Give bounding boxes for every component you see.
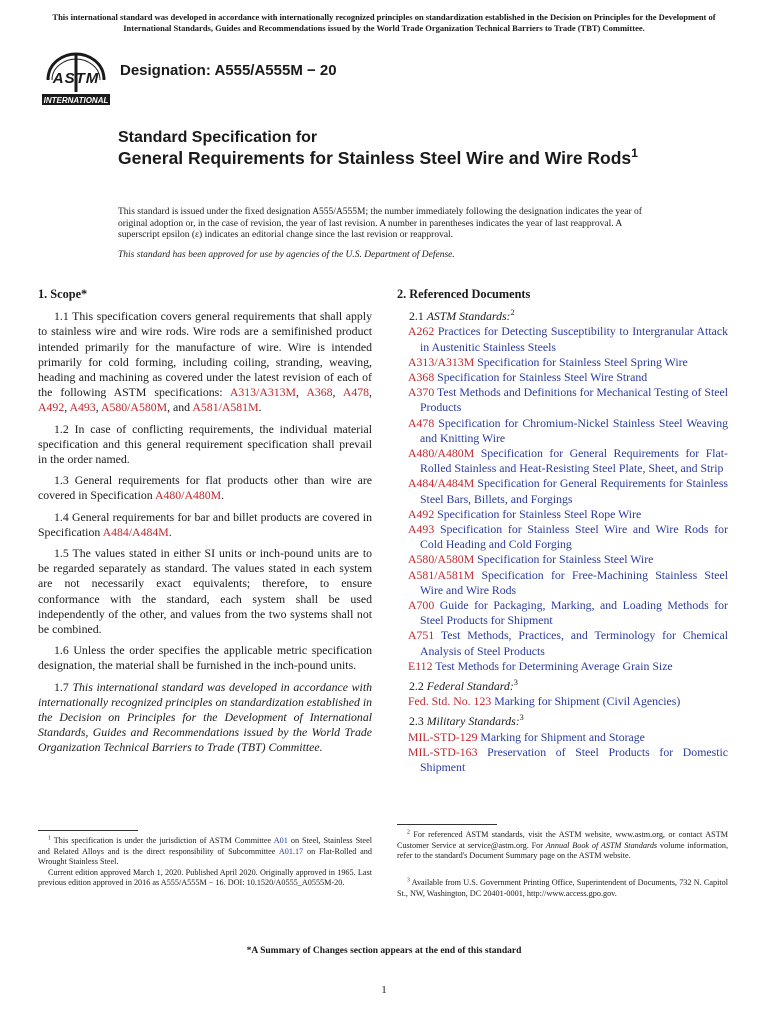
reference-item	[397, 568, 728, 598]
reference-title[interactable]: Test Methods for Determining Average Grain Size	[435, 658, 673, 673]
title-footnote-mark: 1	[631, 146, 638, 161]
reference-item	[397, 552, 728, 567]
scope-1-7-text: This international standard was developed in accordance with internationally recognized principles on standardization established in the Decision on Principles for the Development of International Standards, Guides and Recommendations issued by the World Trade Organization Technical Barriers to Trade (TBT) Committee.	[38, 679, 373, 755]
reference-item	[397, 694, 728, 709]
reference-code[interactable]: A262	[408, 324, 435, 339]
spec-link[interactable]: A493	[69, 400, 96, 415]
scope-para-1-7	[38, 680, 372, 756]
subsection-label: Military Standards:	[426, 714, 520, 729]
reference-item	[397, 659, 728, 674]
astm-logo-mark	[42, 54, 110, 105]
subcommittee-link[interactable]: A01.17	[278, 846, 304, 856]
reference-code[interactable]: A492	[408, 506, 435, 521]
subsection-number: 2.3	[409, 714, 424, 729]
title-text: General Requirements for Stainless Steel Wire and Wire Rods	[118, 148, 632, 168]
reference-title[interactable]: Test Methods, Practices, and Terminology for Chemical Analysis of Steel Products	[420, 628, 728, 658]
reference-title[interactable]: Guide for Packaging, Marking, and Loading Methods for Steel Products for Shipment	[420, 598, 728, 628]
footnote-1-edition: Current edition approved March 1, 2020. Published April 2020. Originally approved in 1965. Last previous edition approved in 2016 as A555/A555M − 16. DOI: 10.1520/A0555_A0555M-20.	[38, 867, 372, 887]
scope-1-3-text: 1.3 General requirements for flat products other than wire are covered in Specification	[38, 473, 372, 503]
reference-title[interactable]: Specification for General Requirements for Flat-Rolled Stainless and Heat-Resisting Steel Plate, Sheet, and Strip	[420, 446, 728, 476]
footnote-1-part-b: on Steel, Stainless Steel and Related Alloys and is the direct responsibility of Subcommittee	[38, 836, 372, 856]
reference-code[interactable]: MIL-STD-163	[408, 744, 478, 759]
logo-text: ASTM	[52, 70, 100, 87]
spec-link[interactable]: A313/A313M	[229, 385, 297, 400]
reference-code[interactable]: A581/A581M	[408, 567, 475, 582]
scope-1-7-number: 1.7	[54, 679, 69, 694]
scope-para-1-1: 1.1 This specification covers general requirements that shall apply to stainless wire and wire rods. Wire rods are a semifinished product intended primarily for the manufacture of wire. Wire is intended primarily for cold forming, including coiling, stranding, weaving, heading and machining as covered under the latest revision of each of the following ASTM specifications: A313/A313M, A368, A478, A492, A493, A580/A580M, and A581/A581M.	[38, 309, 372, 415]
footnote-mark: 3	[407, 877, 410, 884]
reference-code[interactable]: MIL-STD-129	[408, 729, 478, 744]
spec-link[interactable]: A581/A581M	[192, 400, 259, 415]
intro-block	[118, 207, 658, 261]
footnote-1-text	[38, 836, 372, 868]
footnote-2-part-a: For referenced ASTM standards, visit the ASTM website, www.astm.org, or contact ASTM Customer Service at service@astm.org. For	[397, 830, 729, 850]
reference-code[interactable]: A368	[408, 370, 435, 385]
reference-title[interactable]: Practices for Detecting Susceptibility to Intergranular Attack in Austenitic Stainless Steels	[420, 324, 728, 354]
reference-code[interactable]: A370	[408, 385, 435, 400]
scope-1-1-text: 1.1 This specification covers general requirements that shall apply to stainless wire and wire rods. Wire rods are a semifinished product intended primarily for the manufacture of wire. Wire is intended primarily for cold forming, including coiling, stranding, weaving, heading and machining as covered under the latest revision of each of the following ASTM specifications:	[38, 309, 372, 400]
reference-code[interactable]: A478	[408, 415, 435, 430]
reference-item	[397, 416, 728, 446]
reference-item	[397, 507, 728, 522]
right-column	[397, 287, 728, 775]
reference-code[interactable]: A493	[408, 522, 435, 537]
document-title	[118, 148, 638, 169]
military-standards-subheading	[397, 714, 728, 729]
spec-link[interactable]: A478	[342, 385, 370, 400]
spec-link[interactable]: A480/A480M	[154, 488, 222, 503]
reference-code[interactable]: A580/A580M	[408, 552, 475, 567]
reference-item	[397, 628, 728, 658]
reference-code[interactable]: A751	[408, 628, 435, 643]
reference-title[interactable]: Specification for Stainless Steel Wire and Wire Rods for Cold Heading and Cold Forging	[420, 522, 728, 552]
reference-title[interactable]: Specification for Stainless Steel Spring Wire	[477, 354, 688, 369]
reference-title[interactable]: Specification for Stainless Steel Rope Wire	[437, 506, 642, 521]
footnote-separator-right	[397, 824, 497, 825]
committee-link[interactable]: A01	[273, 836, 288, 845]
footnote-mark: 1	[48, 835, 51, 842]
subsection-number: 2.1	[409, 309, 424, 324]
footnote-2-book-title: Annual Book of ASTM Standards	[545, 840, 658, 850]
footnote-3-text	[397, 878, 728, 899]
subsection-number: 2.2	[409, 679, 424, 694]
reference-item	[397, 370, 728, 385]
reference-item	[397, 476, 728, 506]
scope-para-1-3: 1.3 General requirements for flat products other than wire are covered in Specification A480/A480M.	[38, 473, 372, 503]
reference-title[interactable]: Marking for Shipment and Storage	[480, 729, 645, 744]
reference-code[interactable]: Fed. Std. No. 123	[408, 694, 492, 709]
section-heading-scope: 1. Scope*	[38, 287, 88, 301]
footnote-mark: 3	[513, 678, 518, 688]
spec-link[interactable]: A368	[306, 385, 333, 400]
footnote-mark: 2	[407, 829, 410, 836]
reference-title[interactable]: Specification for General Requirements for Stainless Steel Bars, Billets, and Forgings	[420, 476, 729, 506]
reference-title[interactable]: Marking for Shipment (Civil Agencies)	[494, 694, 681, 709]
footnote-1-part-c: on Flat-Rolled and Wrought Stainless Steel.	[38, 846, 372, 866]
footnote-mark: 2	[510, 308, 515, 318]
reference-code[interactable]: E112	[408, 658, 433, 673]
reference-item	[397, 446, 728, 476]
footnote-2-part-b: volume information, refer to the standard's Document Summary page on the ASTM website.	[397, 840, 728, 860]
scope-para-1-4: 1.4 General requirements for bar and billet products are covered in Specification A484/A484M.	[38, 509, 372, 539]
footnote-1	[38, 836, 372, 889]
reference-item	[397, 745, 728, 775]
dod-approval-note: This standard has been approved for use by agencies of the U.S. Department of Defense.	[118, 249, 455, 260]
title-block	[118, 128, 638, 169]
top-notice: This international standard was developed in accordance with internationally recognized principles on standardization established in the Decision on Principles for the Development of International Standards, Guides and Recommendations issued by the World Trade Organization Technical Barriers to Trade (TBT) Committee.	[52, 12, 716, 33]
reference-title[interactable]: Specification for Chromium-Nickel Stainless Steel Weaving and Knitting Wire	[420, 415, 728, 445]
summary-of-changes-note: *A Summary of Changes section appears at the end of this standard	[246, 946, 522, 956]
reference-item	[397, 324, 728, 354]
scope-para-1-6: 1.6 Unless the order specifies the applicable metric specification designation, the material shall be furnished in the inch-pound units.	[38, 643, 372, 673]
logo-subtext: INTERNATIONAL	[43, 96, 109, 105]
reference-code[interactable]: A313/A313M	[408, 354, 475, 369]
reference-title[interactable]: Preservation of Steel Products for Domestic Shipment	[420, 744, 728, 775]
scope-para-1-5: 1.5 The values stated in either SI units or inch-pound units are to be regarded separately as standard. The values stated in each system are not necessarily exact equivalents; therefore, to ensure conformance with the standard, each system shall be used independently of the other, and values from the two systems shall not be combined.	[38, 546, 372, 637]
subsection-label: Federal Standard:	[426, 679, 514, 694]
spec-link[interactable]: A484/A484M	[102, 524, 169, 539]
scope-para-1-2: 1.2 In case of conflicting requirements, the individual material specification and this general requirement specification shall prevail in the order named.	[38, 421, 372, 467]
left-column	[38, 287, 372, 762]
reference-title[interactable]: Test Methods and Definitions for Mechanical Testing of Steel Products	[420, 385, 728, 415]
astm-logo	[40, 50, 112, 108]
spec-link[interactable]: A492	[38, 400, 65, 415]
reference-item	[397, 385, 728, 415]
footnote-2-text	[397, 830, 728, 862]
footnote-1-part-a: This specification is under the jurisdiction of ASTM Committee	[53, 836, 272, 845]
subsection-label: ASTM Standards:	[426, 309, 511, 324]
scope-1-4-text: 1.4 General requirements for bar and billet products are covered in Specification	[38, 509, 372, 539]
federal-standard-subheading	[397, 679, 728, 694]
reference-code[interactable]: A700	[408, 598, 435, 613]
spec-link[interactable]: A580/A580M	[100, 400, 168, 415]
page-number: 1	[381, 984, 387, 996]
reference-title[interactable]: Specification for Free-Machining Stainless Steel Wire and Wire Rods	[420, 567, 729, 597]
reference-item	[397, 522, 728, 552]
footnote-3-body: Available from U.S. Government Printing Office, Superintendent of Documents, 732 N. Capitol St., NW, Washington, DC 20401-0001, http://www.access.gpo.gov.	[397, 878, 728, 898]
section-heading-references: 2. Referenced Documents	[397, 287, 531, 301]
footnote-separator-left	[38, 830, 138, 831]
reference-item	[397, 730, 728, 745]
footnote-3	[397, 878, 728, 899]
reference-item	[397, 355, 728, 370]
issued-note: This standard is issued under the fixed designation A555/A555M; the number immediately following the designation indicates the year of original adoption or, in the case of revision, the year of last revision. A number in parentheses indicates the year of last reapproval. A superscript epsilon (ε) indicates an editorial change since the last revision or reapproval.	[118, 207, 642, 240]
reference-code[interactable]: A484/A484M	[408, 476, 475, 491]
astm-standards-subheading	[397, 309, 728, 324]
reference-title[interactable]: Specification for Stainless Steel Wire	[477, 552, 654, 567]
title-prefix: Standard Specification for	[118, 129, 318, 146]
footnote-2	[397, 830, 728, 862]
designation: Designation: A555/A555M − 20	[120, 62, 337, 79]
reference-code[interactable]: A480/A480M	[408, 446, 475, 461]
reference-item	[397, 598, 728, 628]
footnote-mark: 3	[519, 713, 524, 723]
reference-title[interactable]: Specification for Stainless Steel Wire Strand	[437, 370, 648, 385]
